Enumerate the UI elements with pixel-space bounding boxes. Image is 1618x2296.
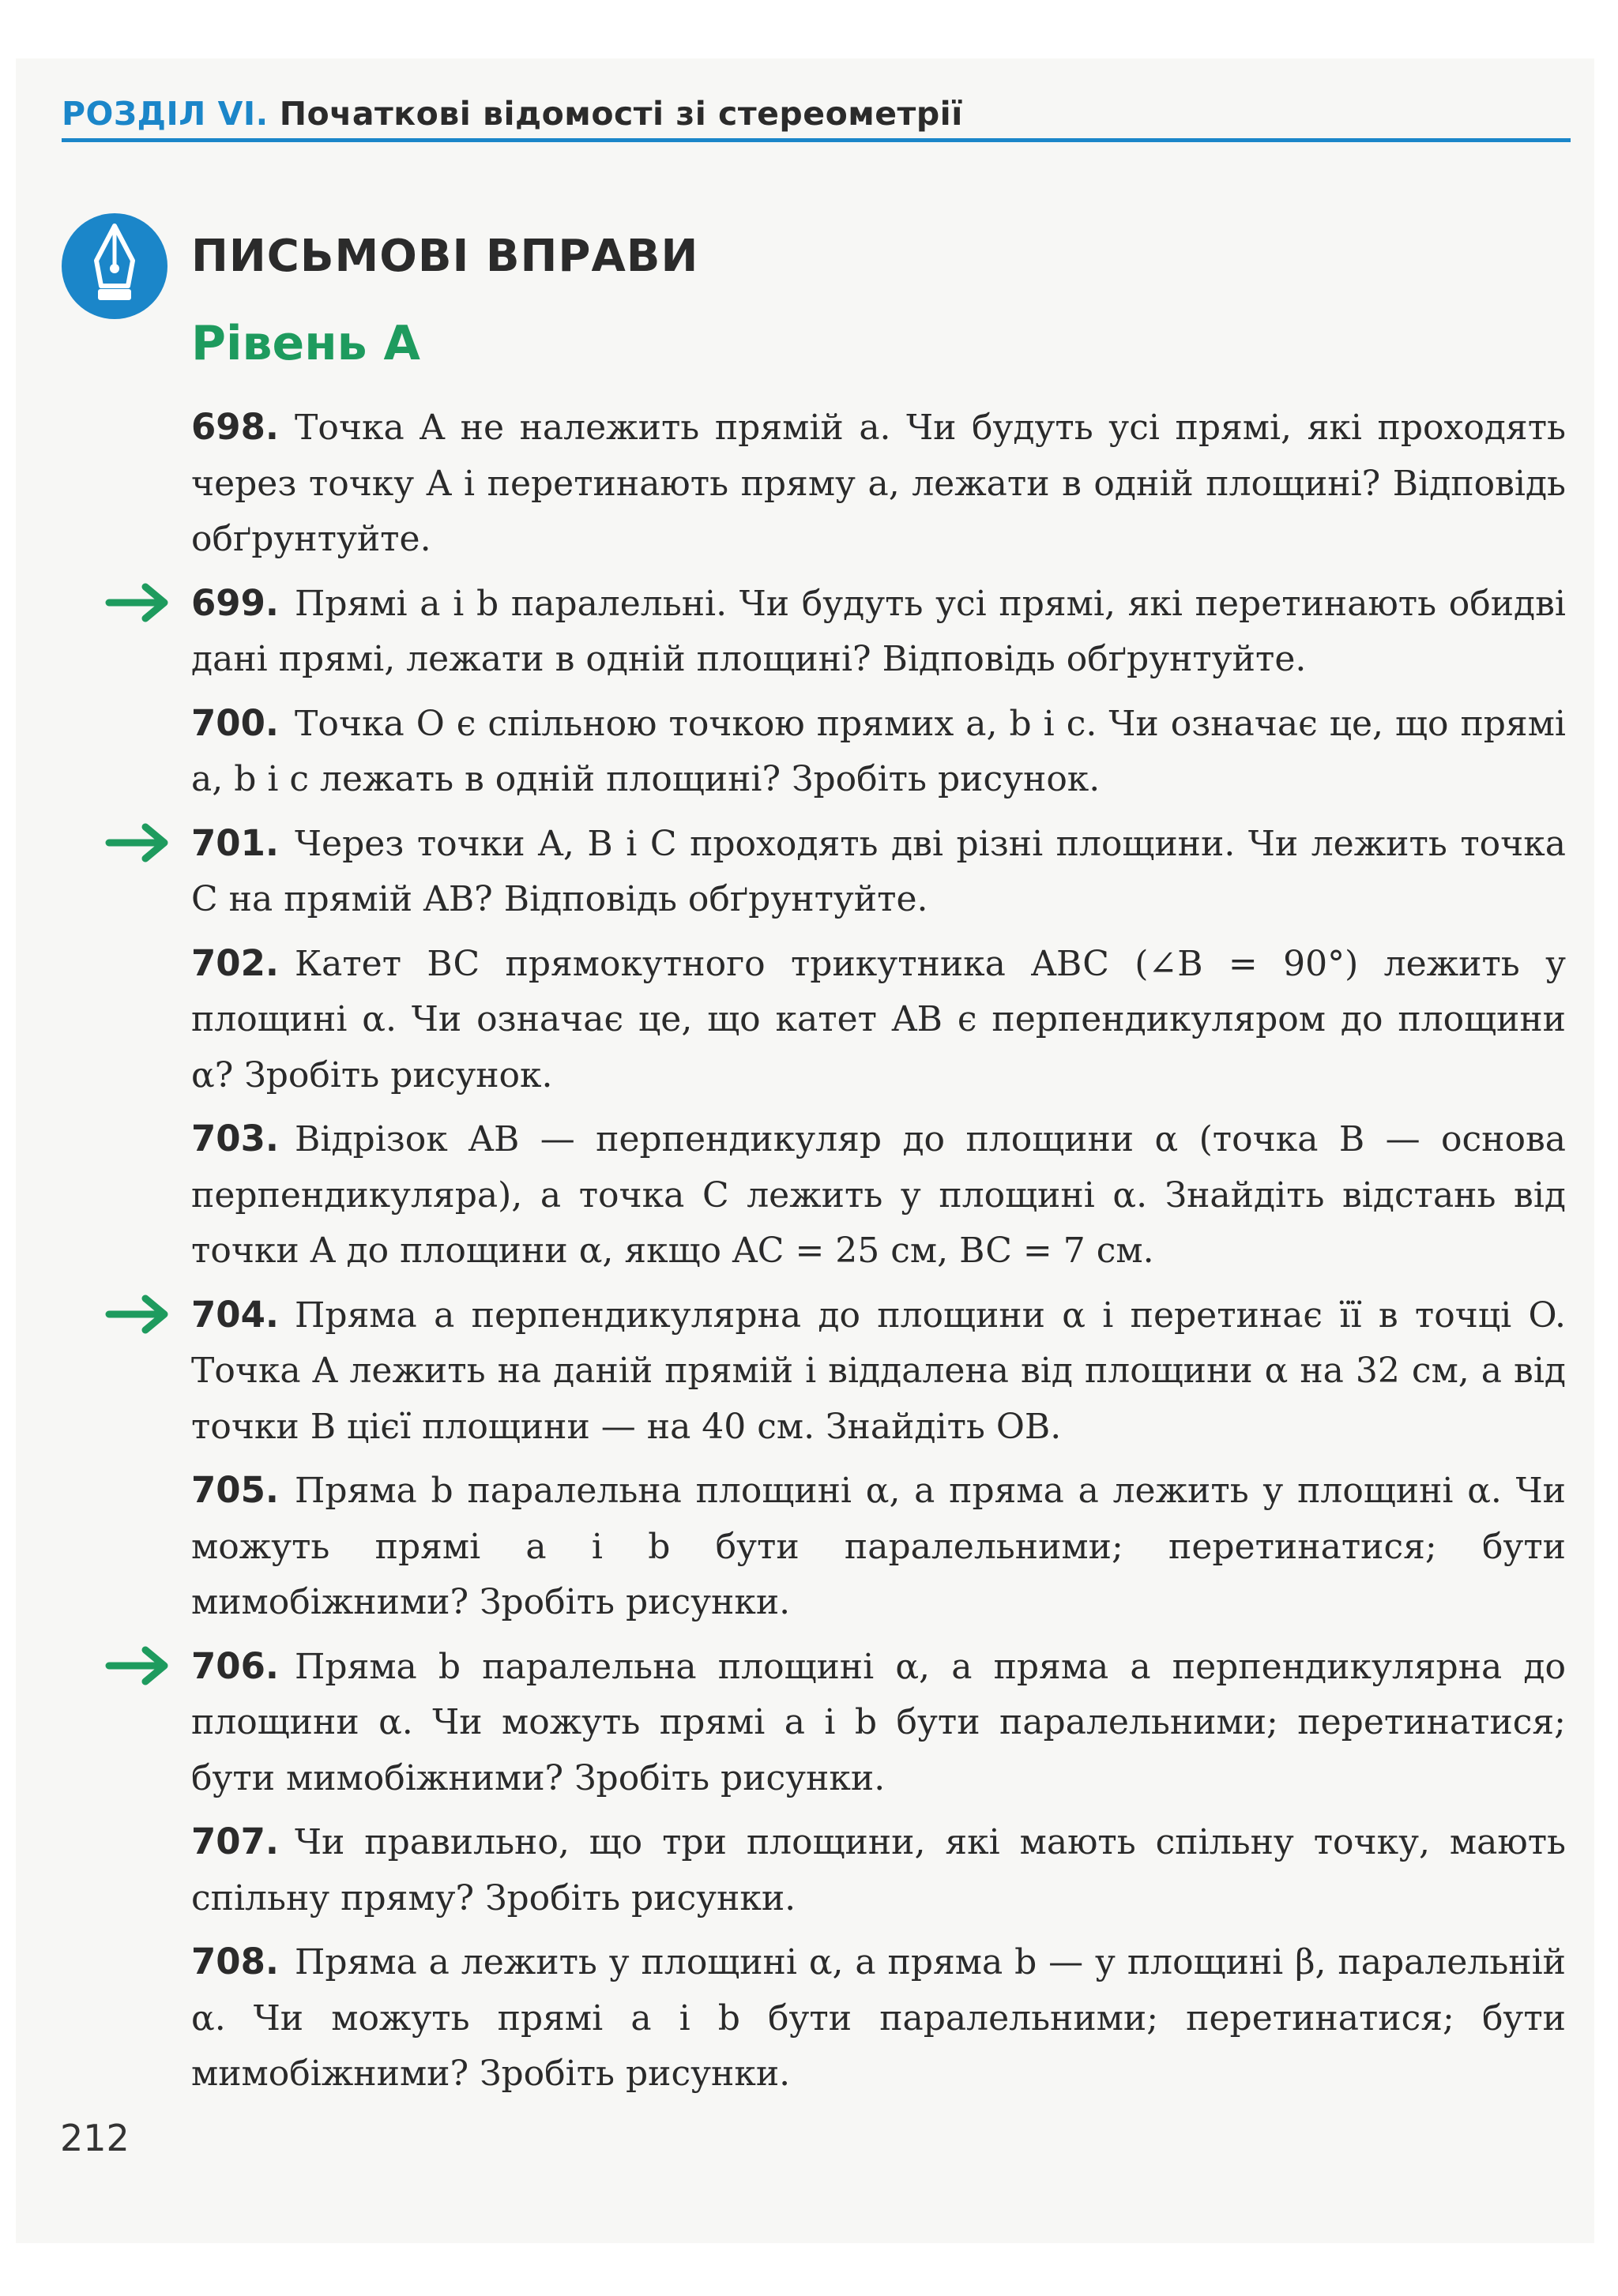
section-header [62, 90, 1563, 137]
exercise-number: 701. [191, 821, 280, 864]
exercise-item [191, 696, 1566, 808]
arrow-right-icon [104, 1292, 172, 1336]
block-title: ПИСЬМОВІ ВПРАВИ [191, 231, 699, 282]
exercise-item [191, 1814, 1566, 1926]
exercise-number: 699. [191, 581, 280, 624]
section-title: Початкові відомості зі стереометрії [279, 95, 963, 133]
exercise-number: 708. [191, 1941, 280, 1982]
exercise-number: 702. [191, 941, 280, 984]
exercise-item [191, 816, 1566, 928]
exercise-number: 706. [191, 1644, 280, 1687]
exercise-item [191, 1111, 1566, 1280]
exercise-text: Прямі a і b паралельні. Чи будуть усі прямі, які перетинають обидві дані прямі, лежати в одній площині? Відповідь обґрунтуйте. [191, 583, 1566, 679]
exercise-text: Точка A не належить прямій a. Чи будуть усі прямі, які проходять через точку A і перетинають пряму a, лежати в одній площині? Відповідь обґрунтуйте. [191, 408, 1566, 559]
exercise-number: 698. [191, 406, 280, 448]
exercise-item [191, 1934, 1566, 2102]
exercise-item [191, 1287, 1566, 1456]
exercise-text: Відрізок AB — перпендикуляр до площини α (точка B — основа перпендикуляра), а точка C лежить у площині α. Знайдіть відстань від точки A до площини α, якщо AC = 25 см, BC = 7 см. [191, 1119, 1566, 1271]
exercise-list [191, 400, 1566, 2110]
exercise-item [191, 1639, 1566, 1807]
arrow-right-icon [104, 581, 172, 625]
exercise-text: Пряма a лежить у площині α, а пряма b — у площині β, паралельній α. Чи можуть прямі a і b бути паралельними; перетинатися; бути мимобіжними? Зробіть рисунки. [191, 1942, 1566, 2094]
header-divider [62, 138, 1571, 142]
exercise-text: Пряма b паралельна площині α, а пряма a перпендикулярна до площини α. Чи можуть прямі a і b бути паралельними; перетинатися; бути мимобіжними? Зробіть рисунки. [191, 1646, 1566, 1798]
exercise-text: Пряма b паралельна площині α, а пряма a лежить у площині α. Чи можуть прямі a і b бути паралельними; перетинатися; бути мимобіжними? Зробіть рисунки. [191, 1471, 1566, 1622]
level-title: Рівень А [191, 316, 420, 371]
exercise-number: 704. [191, 1293, 280, 1336]
exercise-item [191, 576, 1566, 688]
section-label: РОЗДІЛ VI. [62, 95, 269, 133]
exercise-text: Точка O є спільною точкою прямих a, b і c. Чи означає це, що прямі a, b і c лежать в одній площині? Зробіть рисунок. [191, 703, 1566, 799]
exercise-item [191, 936, 1566, 1104]
exercise-item [191, 400, 1566, 568]
arrow-right-icon [104, 1644, 172, 1688]
exercise-item [191, 1463, 1566, 1631]
pen-nib-icon [62, 213, 167, 319]
exercise-number: 700. [191, 701, 280, 744]
exercise-number: 707. [191, 1821, 280, 1862]
arrow-right-icon [104, 821, 172, 865]
exercise-text: Чи правильно, що три площини, які мають спільну точку, мають спільну пряму? Зробіть рисунки. [191, 1822, 1566, 1918]
exercise-number: 705. [191, 1469, 280, 1511]
exercise-text: Через точки A, B і C проходять дві різні площини. Чи лежить точка C на прямій AB? Відповідь обґрунтуйте. [191, 823, 1566, 919]
page-number: 212 [60, 2117, 130, 2159]
exercise-text: Катет BC прямокутного трикутника ABC (∠B = 90°) лежить у площині α. Чи означає це, що катет AB є перпендикуляром до площини α? Зробіть рисунок. [191, 943, 1566, 1095]
exercise-number: 703. [191, 1118, 280, 1159]
exercise-text: Пряма a перпендикулярна до площини α і перетинає її в точці O. Точка A лежить на даній прямій і віддалена від площини α на 32 см, а від точки B цієї площини — на 40 см. Знайдіть OB. [191, 1295, 1566, 1447]
textbook-page [16, 58, 1594, 2243]
